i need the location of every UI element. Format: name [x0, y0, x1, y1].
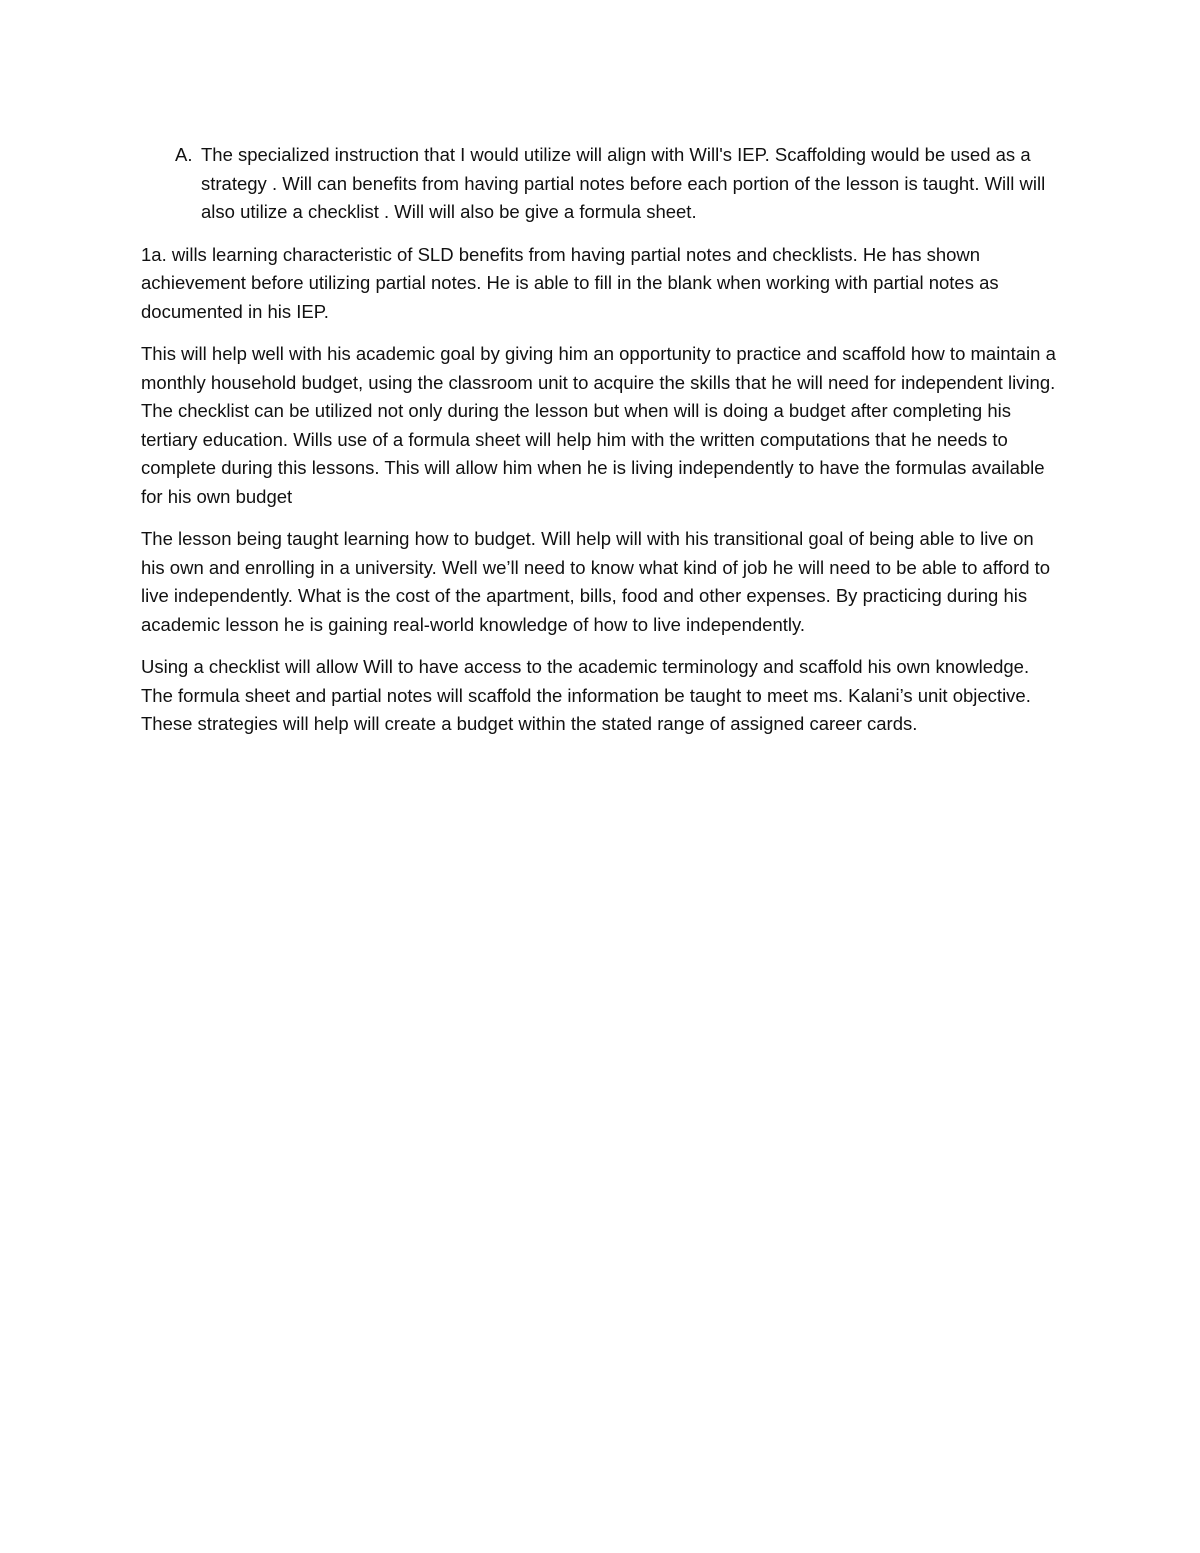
document-body: [141, 141, 1061, 753]
paragraph-learning-characteristic: 1a. wills learning characteristic of SLD benefits from having partial notes and checklists. He has shown achievement before utilizing partial notes. He is able to fill in the blank when working with partial notes as documented in his IEP.: [141, 243, 999, 322]
list-marker: A.: [175, 144, 193, 165]
list-item-a: [141, 141, 1061, 227]
list-item-text: The specialized instruction that I would utilize will align with Will's IEP. Scaffolding would be used as a strategy . Will can benefits from having partial notes before each portion of the lesson is taught. Will will also utilize a checklist . Will will also be give a formula sheet.: [201, 144, 1046, 222]
paragraph-checklist-strategies: Using a checklist will allow Will to have access to the academic terminology and scaffold his own knowledge. The formula sheet and partial notes will scaffold the information be taught to meet ms. Kalani’s unit objective. These strategies will help will create a budget within the stated range of assigned career cards.: [141, 656, 1031, 734]
paragraph-transitional-goal: The lesson being taught learning how to budget. Will help will with his transitional goal of being able to live on his own and enrolling in a university. Well we’ll need to know what kind of job he will need to be able to afford to live independently. What is the cost of the apartment, bills, food and other expenses. By practicing during his academic lesson he is gaining real-world knowledge of how to live independently.: [141, 528, 1051, 635]
paragraph-academic-goal: This will help well with his academic goal by giving him an opportunity to practice and scaffold how to maintain a monthly household budget, using the classroom unit to acquire the skills that he will need for independent living. The checklist can be utilized not only during the lesson but when will is doing a budget after completing his tertiary education. Wills use of a formula sheet will help him with the written computations that he needs to complete during this lessons. This will allow him when he is living independently to have the formulas available for his own budget: [141, 343, 1056, 507]
